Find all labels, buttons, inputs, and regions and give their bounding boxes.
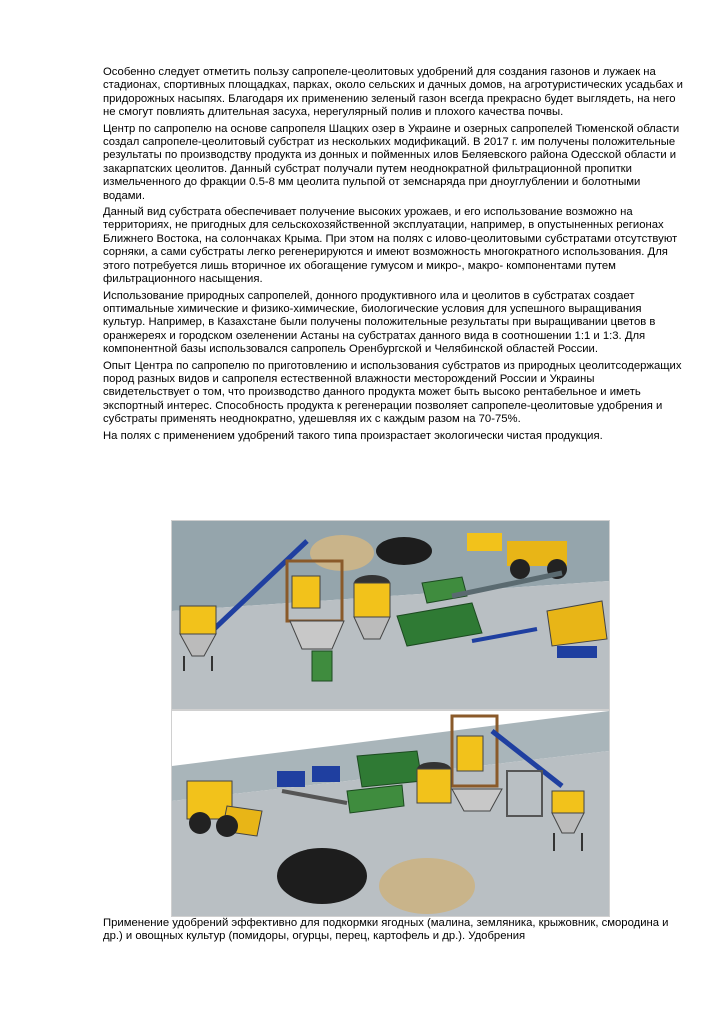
mixer-tank xyxy=(417,762,451,803)
bagging-station xyxy=(312,651,332,681)
plant-illustration-1 xyxy=(172,521,609,709)
paragraph-4: Использование природных сапропелей, донного продуктивного ила и цеолитов в субстратах создает оптимальные химические и физико-химические, биологические условия для успешного выращивания культур. Например, в Казахстане были получены положительные результаты при выращивании цветов в оранжереях и городском озеленении Астаны на субстратах данного вида в соотношении 1:1 и 1:3. Для компонентной базы использовался сапропель Оренбургской и Челябинской областей России. xyxy=(103,289,656,356)
mixer-tank xyxy=(354,575,390,639)
plant-illustration-2 xyxy=(172,711,609,916)
paragraph-6: На полях с применением удобрений такого типа произрастает экологически чистая продукция. xyxy=(103,429,603,442)
text-block-top xyxy=(103,66,683,446)
coal-pile xyxy=(277,848,367,904)
paragraph-3: Данный вид субстрата обеспечивает получение высоких урожаев, и его использование возможно на территориях, не пригодных для сельскохозяйственной эксплуатации, например, в опустыненных регионах Ближнего Востока, на солончаках Крыма. При этом на полях с илово-цеолитовыми субстратами отсутствуют сорняки, а сами субстраты легко регенерируются и имеют возможность многократного использования. Для этого потребуется лишь вторичное их обогащение гумусом и микро-, макро- компонентами путем фильтрационного насыщения. xyxy=(103,206,678,286)
production-line-render-1 xyxy=(171,520,610,710)
coal-pile xyxy=(376,537,432,565)
paragraph-5: Опыт Центра по сапропелю по приготовлению и использования субстратов из природных цеолитсодержащих пород разных видов и сапропеля естественной влажности месторождений России и Украины свидетельствует о том, что производство данного продукта может быть высоко рентабельное и иметь экспортный интерес. Способность продукта к регенерации позволяет сапропеле-цеолитовые удобрения и субстраты применять неоднократно, удешевляя их с каждым разом на 70-75%. xyxy=(103,359,682,426)
paragraph-1: Особенно следует отметить пользу сапропеле-цеолитовых удобрений для создания газонов и лужаек на стадионах, спортивных площадках, парках, около сельских и дачных домов, на агротуристических усадьбах и придорожных насыпях. Благодаря их применению зеленый газон всегда прекрасно будет выглядеть, на него не смогут повлиять длительная засуха, нерегулярный полив и плохого качества почвы. xyxy=(103,66,683,119)
paragraph-2: Центр по сапропелю на основе сапропеля Шацких озер в Украине и озерных сапропелей Тюменской области создал сапропеле-цеолитовый субстрат из нескольких модификаций. В 2017 г. им получены положительные результаты по производству продукта из донных и пойменных илов Беляевского района Одесской области и закарпатских цеолитов. Данный субстрат получали путем неоднократной фильтрационной пропитки измельченного до фракции 0.5-8 мм цеолита пульпой от земснаряда при дноуглублении и болотными водами. xyxy=(103,122,680,202)
sand-pile xyxy=(379,858,475,914)
text-block-bottom xyxy=(103,917,683,947)
paragraph-bottom: Применение удобрений эффективно для подкормки ягодных (малина, земляника, крыжовник, смородина и др.) и овощных культур (помидоры, огурцы, перец, картофель и др.). Удобрения xyxy=(103,917,669,943)
production-line-render-2 xyxy=(171,710,610,917)
